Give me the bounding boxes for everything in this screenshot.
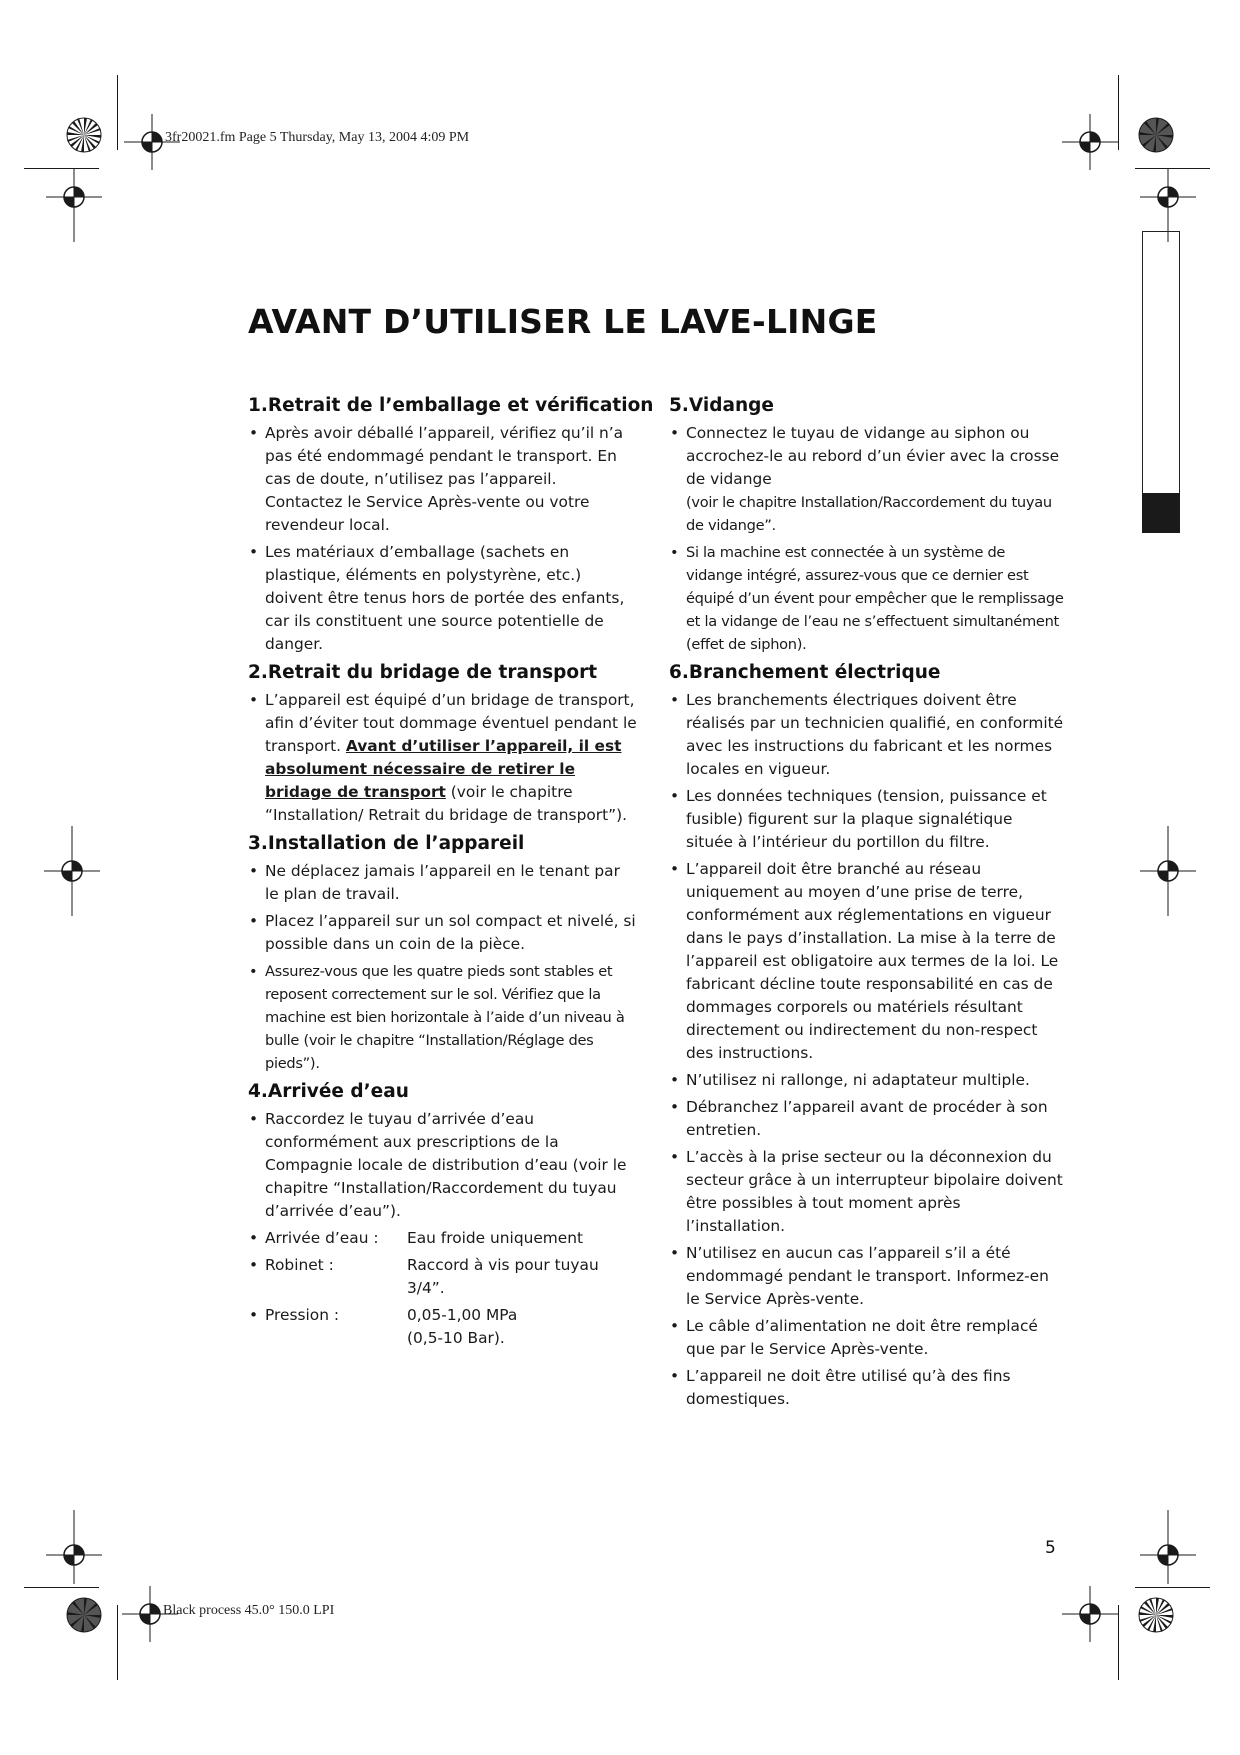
slug-bottom: Black process 45.0° 150.0 LPI bbox=[163, 1603, 335, 1618]
list-item: • N’utilisez ni rallonge, ni adaptateur multiple. bbox=[669, 1069, 1064, 1092]
section-heading: 2.Retrait du bridage de transport bbox=[248, 662, 598, 683]
star-target-top-right bbox=[1138, 117, 1174, 153]
spec-label: • Pression : bbox=[265, 1306, 340, 1324]
water-spec-list bbox=[248, 1227, 638, 1350]
registration-mark-bottom-left bbox=[122, 1586, 178, 1642]
slug-top: 3fr20021.fm Page 5 Thursday, May 13, 2004 4:09 PM bbox=[165, 130, 470, 145]
list-item: • Le câble d’alimentation ne doit être remplacé que par le Service Après-vente. bbox=[669, 1315, 1064, 1361]
registration-mark-right-middle bbox=[1140, 826, 1196, 916]
list-item: • Les branchements électriques doivent être réalisés par un technicien qualifié, en conformité avec les instructions du fabricant et les normes locales en vigueur. bbox=[669, 689, 1064, 781]
registration-mark-bottom-right bbox=[1062, 1586, 1118, 1642]
list-item: • L’appareil ne doit être utilisé qu’à des fins domestiques. bbox=[669, 1365, 1064, 1411]
list-item: • Placez l’appareil sur un sol compact et nivelé, si possible dans un coin de la pièce. bbox=[248, 910, 638, 956]
list-item: • Après avoir déballé l’appareil, vérifiez qu’il n’a pas été endommagé pendant le transport. En cas de doute, n’utilisez pas l’appareil. Contactez le Service Après-vente ou votre revendeur local. bbox=[248, 422, 638, 537]
right-column bbox=[669, 393, 1064, 1415]
list-item-text: (voir le chapitre “Installation/ Retrait du bridage de transport”). bbox=[265, 783, 627, 824]
list-item: • Ne déplacez jamais l’appareil en le tenant par le plan de travail. bbox=[248, 860, 638, 906]
registration-mark-left-middle bbox=[44, 826, 100, 916]
star-target-bottom-right bbox=[1138, 1597, 1174, 1633]
bullet-list bbox=[669, 689, 1064, 1411]
registration-mark-top-left bbox=[124, 114, 180, 170]
list-item-note: (voir le chapitre Installation/Raccordement du tuyau de vidange”. bbox=[686, 494, 1052, 534]
registration-mark-left-lower bbox=[46, 1510, 102, 1584]
bullet-list bbox=[669, 422, 1064, 656]
list-item: • L’accès à la prise secteur ou la déconnexion du secteur grâce à un interrupteur bipolaire doivent être possibles à tout moment après l’installation. bbox=[669, 1146, 1064, 1238]
star-target-top-left bbox=[66, 117, 102, 153]
list-item: • Assurez-vous que les quatre pieds sont stables et reposent correctement sur le sol. Vérifiez que la machine est bien horizontale à l’aide d’un niveau à bulle (voir le chapitre “Installation/Réglage des pieds”). bbox=[248, 960, 638, 1075]
page-title: AVANT D’UTILISER LE LAVE-LINGE bbox=[248, 302, 878, 341]
spec-label: • Arrivée d’eau : bbox=[265, 1229, 379, 1247]
chapter-tab-frame bbox=[1142, 231, 1180, 533]
list-item bbox=[669, 422, 1064, 537]
list-item: • Les matériaux d’emballage (sachets en plastique, éléments en polystyrène, etc.) doivent être tenus hors de portée des enfants, car ils constituent une source potentielle de danger. bbox=[248, 541, 638, 656]
section-heading: 6.Branchement électrique bbox=[669, 662, 941, 683]
warning-emphasis: Avant d’utiliser l’appareil, il est absolument nécessaire de retirer le bridage de transport bbox=[265, 737, 622, 801]
registration-mark-top-right bbox=[1062, 114, 1118, 170]
list-item-text: Connectez le tuyau de vidange au siphon ou accrochez-le au rebord d’un évier avec la crosse de vidange bbox=[686, 424, 1060, 488]
star-target-bottom-left bbox=[66, 1597, 102, 1633]
section-water-inlet bbox=[248, 1079, 638, 1350]
chapter-tab-marker bbox=[1142, 493, 1180, 533]
registration-mark-right-lower bbox=[1140, 1510, 1196, 1584]
spec-value-secondary: (0,5-10 Bar). bbox=[407, 1329, 505, 1347]
spec-row bbox=[248, 1227, 638, 1250]
spec-row bbox=[248, 1254, 638, 1300]
page-number: 5 bbox=[1045, 1538, 1056, 1558]
left-column bbox=[248, 393, 654, 1354]
bullet-list bbox=[248, 689, 638, 827]
list-item: • Les données techniques (tension, puissance et fusible) figurent sur la plaque signalétique située à l’intérieur du portillon du filtre. bbox=[669, 785, 1064, 854]
spec-row bbox=[248, 1304, 638, 1350]
spec-value: Raccord à vis pour tuyau 3/4”. bbox=[407, 1256, 599, 1297]
list-item: • L’appareil doit être branché au réseau uniquement au moyen d’une prise de terre, conformément aux réglementations en vigueur dans le pays d’installation. La mise à la terre de l’appareil est obligatoire aux termes de la loi. Le fabricant décline toute responsabilité en cas de dommages corporels ou matériels résultant directement ou indirectement du non-respect des instructions. bbox=[669, 858, 1064, 1065]
section-heading: 3.Installation de l’appareil bbox=[248, 833, 525, 854]
spec-value-group bbox=[407, 1304, 638, 1350]
section-heading: 4.Arrivée d’eau bbox=[248, 1081, 409, 1102]
spec-label: • Robinet : bbox=[265, 1256, 334, 1274]
bullet-list bbox=[248, 1108, 638, 1223]
section-installation bbox=[248, 831, 638, 1075]
section-heading: 1.Retrait de l’emballage et vérification bbox=[248, 395, 654, 416]
bullet-list bbox=[248, 860, 638, 1075]
section-electrical bbox=[669, 660, 1064, 1411]
section-heading: 5.Vidange bbox=[669, 395, 774, 416]
spec-value: Eau froide uniquement bbox=[407, 1229, 584, 1247]
registration-mark-left-upper bbox=[46, 168, 102, 242]
list-item: • Débranchez l’appareil avant de procéder à son entretien. bbox=[669, 1096, 1064, 1142]
list-item: • Si la machine est connectée à un système de vidange intégré, assurez-vous que ce dernier est équipé d’un évent pour empêcher que le remplissage et la vidange de l’eau ne s’effectuent simultanément (effet de siphon). bbox=[669, 541, 1064, 656]
list-item-text: L’appareil est équipé d’un bridage de transport, afin d’éviter tout dommage éventuel pendant le transport. bbox=[265, 691, 637, 755]
list-item: • N’utilisez en aucun cas l’appareil s’il a été endommagé pendant le transport. Informez-en le Service Après-vente. bbox=[669, 1242, 1064, 1311]
section-transport-bolts bbox=[248, 660, 638, 827]
spec-value: 0,05-1,00 MPa bbox=[407, 1306, 518, 1324]
list-item bbox=[248, 689, 638, 827]
bullet-list bbox=[248, 422, 638, 656]
list-item: • Raccordez le tuyau d’arrivée d’eau conformément aux prescriptions de la Compagnie locale de distribution d’eau (voir le chapitre “Installation/Raccordement du tuyau d’arrivée d’eau”). bbox=[248, 1108, 638, 1223]
section-drainage bbox=[669, 393, 1064, 656]
section-unpacking bbox=[248, 393, 654, 656]
